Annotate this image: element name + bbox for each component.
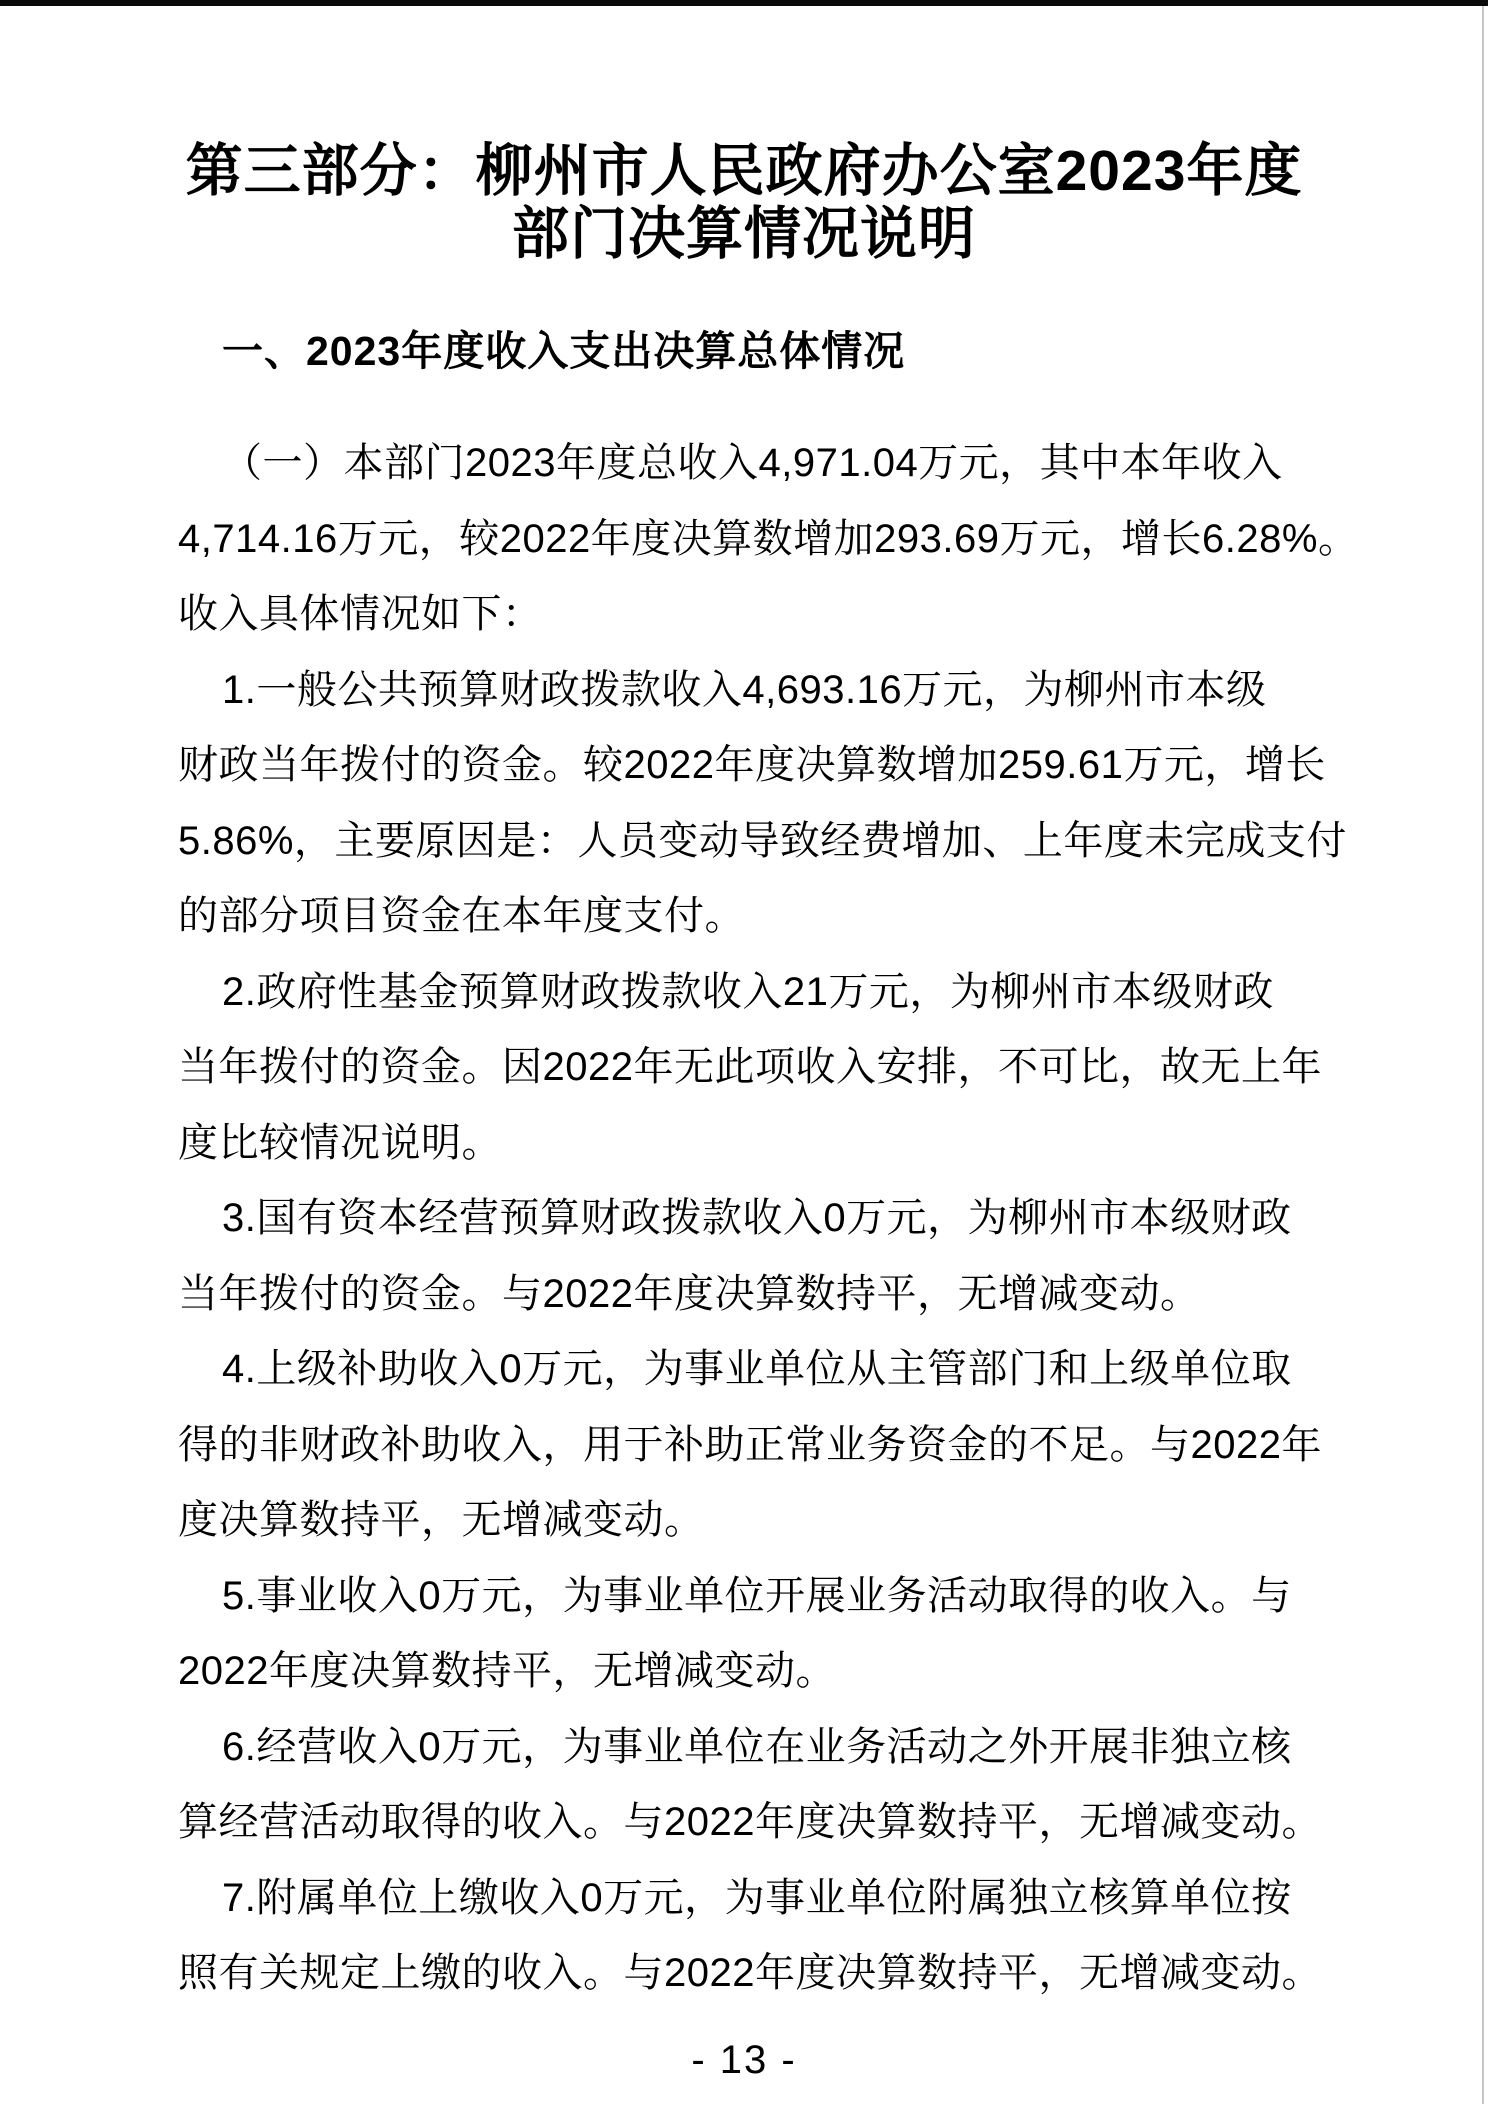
body-line: 收入具体情况如下： [178, 592, 543, 636]
body-line: 度比较情况说明。 [178, 1120, 502, 1165]
scan-artifact-right-line [1482, 6, 1484, 2104]
document-body [178, 426, 1358, 2012]
body-line: 当年拨付的资金。因2022年无此项收入安排，不可比，故无上年 [178, 1045, 1322, 1089]
body-line: 照有关规定上缴的收入。与2022年度决算数持平，无增减变动。 [178, 1951, 1322, 1995]
body-line: 4,714.16万元，较2022年度决算数增加293.69万元，增长6.28%。 [178, 516, 1359, 561]
document-title-line-1: 第三部分：柳州市人民政府办公室2023年度 [185, 139, 1303, 203]
document-title [0, 140, 1488, 266]
section-heading: 一、2023年度收入支出决算总体情况 [222, 328, 906, 374]
body-line: 4.上级补助收入0万元，为事业单位从主管部门和上级单位取 [222, 1347, 1292, 1391]
body-line: 5.86%，主要原因是：人员变动导致经费增加、上年度未完成支付 [178, 818, 1347, 863]
body-line: 财政当年拨付的资金。较2022年度决算数增加259.61万元，增长 [178, 743, 1326, 787]
scan-artifact-top-bar [0, 0, 1488, 6]
body-line: 当年拨付的资金。与2022年度决算数持平，无增减变动。 [178, 1271, 1201, 1316]
body-line: 的部分项目资金在本年度支付。 [178, 894, 745, 938]
body-line: 6.经营收入0万元，为事业单位在业务活动之外开展非独立核 [222, 1724, 1292, 1769]
body-line: （一）本部门2023年度总收入4,971.04万元，其中本年收入 [222, 441, 1283, 485]
body-line: 5.事业收入0万元，为事业单位开展业务活动取得的收入。与 [222, 1573, 1292, 1618]
body-line: 度决算数持平，无增减变动。 [178, 1498, 705, 1542]
body-line: 7.附属单位上缴收入0万元，为事业单位附属独立核算单位按 [222, 1875, 1292, 1920]
body-line: 2022年度决算数持平，无增减变动。 [178, 1649, 836, 1693]
body-line: 2.政府性基金预算财政拨款收入21万元，为柳州市本级财政 [222, 969, 1274, 1014]
page-number: - 13 - [691, 2038, 797, 2082]
document-title-line-2: 部门决算情况说明 [512, 202, 976, 266]
body-line: 3.国有资本经营预算财政拨款收入0万元，为柳州市本级财政 [222, 1196, 1292, 1240]
body-line: 1.一般公共预算财政拨款收入4,693.16万元，为柳州市本级 [222, 667, 1267, 712]
body-line: 得的非财政补助收入，用于补助正常业务资金的不足。与2022年 [178, 1422, 1322, 1467]
body-line: 算经营活动取得的收入。与2022年度决算数持平，无增减变动。 [178, 1800, 1322, 1844]
